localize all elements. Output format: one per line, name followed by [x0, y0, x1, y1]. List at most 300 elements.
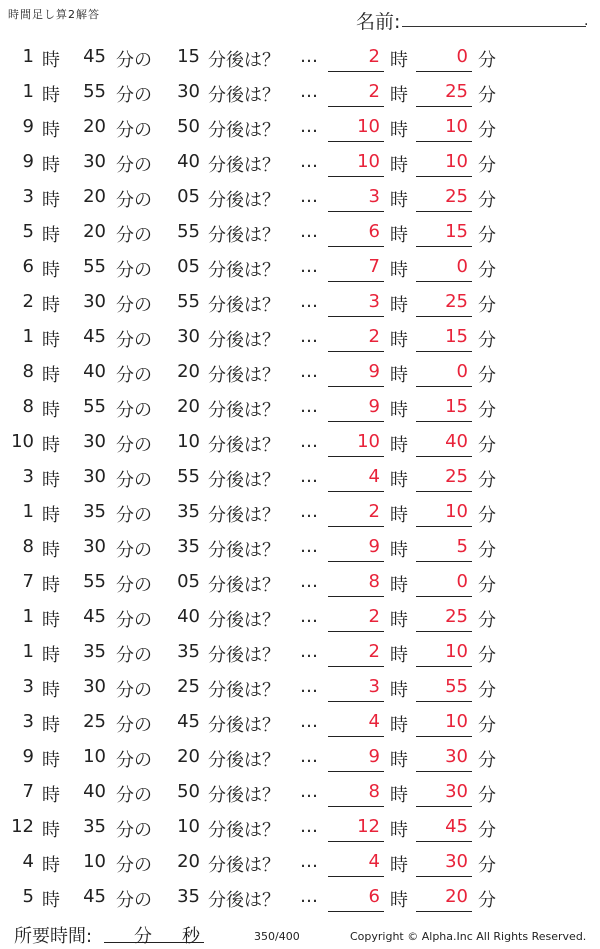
start-hour: 10 [11, 431, 34, 452]
answer-hour-line [328, 736, 384, 737]
answer-minute-unit: 分 [478, 120, 496, 141]
hour-unit: 時 [42, 120, 60, 141]
hour-unit: 時 [42, 470, 60, 491]
ellipsis: … [300, 886, 318, 907]
answer-hour-line [328, 106, 384, 107]
name-line-end: . [584, 13, 589, 29]
ellipsis: … [300, 676, 318, 697]
answer-hour-line [328, 911, 384, 912]
start-hour: 1 [22, 606, 34, 627]
answer-minute[interactable]: 15 [445, 221, 468, 242]
ellipsis: … [300, 291, 318, 312]
answer-minute[interactable]: 0 [456, 46, 468, 67]
minute-of-label: 分の [116, 50, 152, 71]
answer-minute[interactable]: 20 [445, 886, 468, 907]
added-minutes: 35 [177, 536, 200, 557]
question-label: 分後は？ [208, 505, 280, 526]
answer-minute-line [416, 666, 472, 667]
hour-unit: 時 [42, 785, 60, 806]
ellipsis: … [300, 466, 318, 487]
start-hour: 8 [22, 396, 34, 417]
question-label: 分後は？ [208, 610, 280, 631]
start-hour: 5 [22, 221, 34, 242]
hour-unit: 時 [42, 750, 60, 771]
minute-of-label: 分の [116, 400, 152, 421]
answer-hour-line [328, 246, 384, 247]
answer-minute[interactable]: 30 [445, 781, 468, 802]
ellipsis: … [300, 711, 318, 732]
answer-hour[interactable]: 10 [357, 151, 380, 172]
answer-hour-unit: 時 [390, 890, 408, 911]
answer-minute-line [416, 491, 472, 492]
hour-unit: 時 [42, 610, 60, 631]
answer-minute-unit: 分 [478, 85, 496, 106]
answer-hour-line [328, 876, 384, 877]
answer-hour-line [328, 386, 384, 387]
start-hour: 12 [11, 816, 34, 837]
question-label: 分後は？ [208, 820, 280, 841]
ellipsis: … [300, 186, 318, 207]
answer-hour[interactable]: 9 [368, 536, 380, 557]
answer-hour-line [328, 491, 384, 492]
start-minute: 55 [83, 396, 106, 417]
answer-minute-line [416, 351, 472, 352]
answer-minute-line [416, 456, 472, 457]
hour-unit: 時 [42, 435, 60, 456]
answer-hour[interactable]: 9 [368, 361, 380, 382]
problem-row [0, 844, 600, 879]
start-hour: 3 [22, 711, 34, 732]
hour-unit: 時 [42, 540, 60, 561]
start-minute: 30 [83, 151, 106, 172]
start-minute: 55 [83, 571, 106, 592]
ellipsis: … [300, 326, 318, 347]
answer-hour[interactable]: 2 [368, 501, 380, 522]
start-hour: 4 [22, 851, 34, 872]
answer-minute-unit: 分 [478, 785, 496, 806]
answer-minute[interactable]: 25 [445, 291, 468, 312]
answer-hour[interactable]: 4 [368, 466, 380, 487]
ellipsis: … [300, 536, 318, 557]
added-minutes: 20 [177, 851, 200, 872]
start-minute: 35 [83, 816, 106, 837]
added-minutes: 15 [177, 46, 200, 67]
start-hour: 6 [22, 256, 34, 277]
answer-hour-line [328, 141, 384, 142]
start-hour: 1 [22, 46, 34, 67]
answer-minute[interactable]: 0 [456, 256, 468, 277]
answer-minute-unit: 分 [478, 50, 496, 71]
problem-row [0, 284, 600, 319]
answer-minute[interactable]: 10 [445, 711, 468, 732]
answer-minute[interactable]: 30 [445, 851, 468, 872]
problem-row [0, 319, 600, 354]
problem-row [0, 109, 600, 144]
problem-row [0, 809, 600, 844]
start-minute: 55 [83, 256, 106, 277]
answer-minute-unit: 分 [478, 540, 496, 561]
hour-unit: 時 [42, 890, 60, 911]
answer-hour[interactable]: 8 [368, 571, 380, 592]
answer-hour[interactable]: 2 [368, 81, 380, 102]
added-minutes: 55 [177, 466, 200, 487]
start-minute: 30 [83, 291, 106, 312]
start-minute: 55 [83, 81, 106, 102]
problem-row [0, 529, 600, 564]
added-minutes: 20 [177, 396, 200, 417]
seconds-unit: 秒 [182, 926, 200, 947]
start-hour: 9 [22, 116, 34, 137]
start-minute: 25 [83, 711, 106, 732]
answer-hour-line [328, 351, 384, 352]
answer-minute-line [416, 141, 472, 142]
minute-of-label: 分の [116, 505, 152, 526]
ellipsis: … [300, 46, 318, 67]
question-label: 分後は？ [208, 890, 280, 911]
name-input-line[interactable] [402, 26, 586, 27]
start-minute: 10 [83, 851, 106, 872]
question-label: 分後は？ [208, 330, 280, 351]
start-hour: 3 [22, 186, 34, 207]
ellipsis: … [300, 431, 318, 452]
answer-minute-unit: 分 [478, 645, 496, 666]
answer-hour-unit: 時 [390, 365, 408, 386]
answer-hour-unit: 時 [390, 190, 408, 211]
answer-hour[interactable]: 4 [368, 851, 380, 872]
answer-hour-line [328, 281, 384, 282]
answer-hour-unit: 時 [390, 155, 408, 176]
answer-hour[interactable]: 2 [368, 606, 380, 627]
ellipsis: … [300, 746, 318, 767]
answer-hour-unit: 時 [390, 715, 408, 736]
answer-hour[interactable]: 9 [368, 396, 380, 417]
answer-hour-line [328, 806, 384, 807]
answer-minute-unit: 分 [478, 610, 496, 631]
added-minutes: 20 [177, 361, 200, 382]
answer-minute-unit: 分 [478, 820, 496, 841]
problem-row [0, 39, 600, 74]
hour-unit: 時 [42, 820, 60, 841]
problem-row [0, 389, 600, 424]
answer-hour[interactable]: 4 [368, 711, 380, 732]
answer-hour-line [328, 71, 384, 72]
ellipsis: … [300, 116, 318, 137]
problem-row [0, 774, 600, 809]
answer-hour-line [328, 631, 384, 632]
minute-of-label: 分の [116, 680, 152, 701]
answer-hour-line [328, 596, 384, 597]
answer-minute[interactable]: 5 [456, 536, 468, 557]
added-minutes: 50 [177, 781, 200, 802]
answer-hour-line [328, 771, 384, 772]
added-minutes: 40 [177, 151, 200, 172]
answer-hour-unit: 時 [390, 330, 408, 351]
answer-minute-unit: 分 [478, 155, 496, 176]
answer-minute-line [416, 211, 472, 212]
minute-of-label: 分の [116, 365, 152, 386]
minute-of-label: 分の [116, 190, 152, 211]
hour-unit: 時 [42, 260, 60, 281]
added-minutes: 35 [177, 641, 200, 662]
added-minutes: 35 [177, 501, 200, 522]
answer-hour-unit: 時 [390, 785, 408, 806]
hour-unit: 時 [42, 155, 60, 176]
answer-minute-unit: 分 [478, 750, 496, 771]
answer-hour-unit: 時 [390, 820, 408, 841]
answer-hour-unit: 時 [390, 225, 408, 246]
hour-unit: 時 [42, 85, 60, 106]
answer-hour-unit: 時 [390, 435, 408, 456]
added-minutes: 45 [177, 711, 200, 732]
hour-unit: 時 [42, 50, 60, 71]
answer-hour[interactable]: 2 [368, 46, 380, 67]
answer-hour-line [328, 316, 384, 317]
minute-of-label: 分の [116, 610, 152, 631]
start-hour: 1 [22, 326, 34, 347]
answer-minute[interactable]: 10 [445, 116, 468, 137]
start-minute: 40 [83, 361, 106, 382]
answer-hour-unit: 時 [390, 400, 408, 421]
minute-of-label: 分の [116, 855, 152, 876]
answer-hour[interactable]: 9 [368, 746, 380, 767]
start-hour: 7 [22, 781, 34, 802]
answer-hour-line [328, 526, 384, 527]
question-label: 分後は？ [208, 715, 280, 736]
answer-minute-unit: 分 [478, 330, 496, 351]
answer-minute[interactable]: 25 [445, 606, 468, 627]
start-minute: 20 [83, 116, 106, 137]
answer-hour-unit: 時 [390, 120, 408, 141]
hour-unit: 時 [42, 575, 60, 596]
start-hour: 8 [22, 536, 34, 557]
answer-minute[interactable]: 55 [445, 676, 468, 697]
minute-of-label: 分の [116, 575, 152, 596]
start-minute: 45 [83, 606, 106, 627]
answer-minute[interactable]: 10 [445, 641, 468, 662]
start-minute: 30 [83, 676, 106, 697]
answer-minute-unit: 分 [478, 890, 496, 911]
hour-unit: 時 [42, 505, 60, 526]
minute-of-label: 分の [116, 435, 152, 456]
start-minute: 35 [83, 501, 106, 522]
answer-minute-line [416, 281, 472, 282]
answer-minute[interactable]: 0 [456, 571, 468, 592]
hour-unit: 時 [42, 295, 60, 316]
answer-minute[interactable]: 10 [445, 501, 468, 522]
answer-hour-line [328, 666, 384, 667]
minute-of-label: 分の [116, 820, 152, 841]
copyright: Copyright © Alpha.Inc All Rights Reserved. [350, 930, 587, 943]
score: 350/400 [254, 930, 300, 943]
ellipsis: … [300, 396, 318, 417]
question-label: 分後は？ [208, 85, 280, 106]
minute-of-label: 分の [116, 890, 152, 911]
answer-minute-unit: 分 [478, 470, 496, 491]
added-minutes: 05 [177, 186, 200, 207]
answer-hour[interactable]: 7 [368, 256, 380, 277]
start-minute: 45 [83, 326, 106, 347]
answer-minute-line [416, 876, 472, 877]
answer-minute-unit: 分 [478, 400, 496, 421]
ellipsis: … [300, 641, 318, 662]
answer-hour[interactable]: 6 [368, 886, 380, 907]
problem-row [0, 669, 600, 704]
problem-row [0, 424, 600, 459]
answer-minute-unit: 分 [478, 225, 496, 246]
question-label: 分後は？ [208, 785, 280, 806]
answer-minute-line [416, 596, 472, 597]
worksheet-title: 時間足し算2解答 [8, 8, 100, 21]
answer-minute[interactable]: 40 [445, 431, 468, 452]
start-minute: 20 [83, 221, 106, 242]
added-minutes: 30 [177, 326, 200, 347]
answer-minute-unit: 分 [478, 260, 496, 281]
question-label: 分後は？ [208, 575, 280, 596]
added-minutes: 05 [177, 256, 200, 277]
answer-hour[interactable]: 6 [368, 221, 380, 242]
minute-of-label: 分の [116, 540, 152, 561]
question-label: 分後は？ [208, 400, 280, 421]
start-minute: 45 [83, 46, 106, 67]
ellipsis: … [300, 571, 318, 592]
answer-hour[interactable]: 2 [368, 641, 380, 662]
minute-of-label: 分の [116, 225, 152, 246]
minute-of-label: 分の [116, 470, 152, 491]
answer-hour-unit: 時 [390, 855, 408, 876]
problem-row [0, 739, 600, 774]
required-time-label: 所要時間: [14, 926, 93, 947]
answer-minute[interactable]: 30 [445, 746, 468, 767]
answer-minute-line [416, 246, 472, 247]
answer-minute[interactable]: 10 [445, 151, 468, 172]
question-label: 分後は？ [208, 365, 280, 386]
start-minute: 10 [83, 746, 106, 767]
answer-minute-line [416, 176, 472, 177]
answer-hour-unit: 時 [390, 575, 408, 596]
answer-hour-unit: 時 [390, 260, 408, 281]
answer-hour-line [328, 701, 384, 702]
answer-minute-unit: 分 [478, 190, 496, 211]
answer-hour[interactable]: 12 [357, 816, 380, 837]
start-minute: 45 [83, 886, 106, 907]
hour-unit: 時 [42, 715, 60, 736]
answer-minute[interactable]: 25 [445, 186, 468, 207]
added-minutes: 10 [177, 816, 200, 837]
answer-minute-unit: 分 [478, 855, 496, 876]
ellipsis: … [300, 256, 318, 277]
question-label: 分後は？ [208, 680, 280, 701]
problem-list [0, 39, 600, 914]
answer-minute-line [416, 71, 472, 72]
answer-minute[interactable]: 25 [445, 81, 468, 102]
name-label: 名前: [356, 11, 401, 33]
minute-of-label: 分の [116, 295, 152, 316]
start-minute: 30 [83, 536, 106, 557]
ellipsis: … [300, 606, 318, 627]
added-minutes: 05 [177, 571, 200, 592]
answer-minute-line [416, 771, 472, 772]
answer-minute-unit: 分 [478, 715, 496, 736]
minute-of-label: 分の [116, 260, 152, 281]
answer-minute-line [416, 421, 472, 422]
hour-unit: 時 [42, 680, 60, 701]
answer-hour[interactable]: 3 [368, 186, 380, 207]
hour-unit: 時 [42, 365, 60, 386]
problem-row [0, 144, 600, 179]
added-minutes: 10 [177, 431, 200, 452]
answer-minute[interactable]: 15 [445, 396, 468, 417]
ellipsis: … [300, 501, 318, 522]
start-hour: 8 [22, 361, 34, 382]
minute-of-label: 分の [116, 155, 152, 176]
answer-hour-unit: 時 [390, 610, 408, 631]
ellipsis: … [300, 221, 318, 242]
problem-row [0, 599, 600, 634]
answer-minute-unit: 分 [478, 435, 496, 456]
answer-minute[interactable]: 15 [445, 326, 468, 347]
answer-hour[interactable]: 8 [368, 781, 380, 802]
answer-minute-line [416, 106, 472, 107]
answer-minute-line [416, 526, 472, 527]
problem-row [0, 249, 600, 284]
answer-hour-unit: 時 [390, 645, 408, 666]
answer-minute-unit: 分 [478, 365, 496, 386]
minute-of-label: 分の [116, 330, 152, 351]
answer-hour-unit: 時 [390, 505, 408, 526]
minute-of-label: 分の [116, 120, 152, 141]
answer-minute-line [416, 701, 472, 702]
hour-unit: 時 [42, 645, 60, 666]
answer-minute-line [416, 316, 472, 317]
problem-row [0, 459, 600, 494]
answer-minute[interactable]: 45 [445, 816, 468, 837]
question-label: 分後は？ [208, 190, 280, 211]
start-hour: 1 [22, 81, 34, 102]
start-hour: 1 [22, 501, 34, 522]
answer-hour-line [328, 456, 384, 457]
answer-hour[interactable]: 10 [357, 431, 380, 452]
question-label: 分後は？ [208, 750, 280, 771]
start-hour: 3 [22, 676, 34, 697]
minute-of-label: 分の [116, 85, 152, 106]
answer-hour-unit: 時 [390, 540, 408, 561]
problem-row [0, 704, 600, 739]
added-minutes: 25 [177, 676, 200, 697]
question-label: 分後は？ [208, 120, 280, 141]
added-minutes: 50 [177, 116, 200, 137]
ellipsis: … [300, 851, 318, 872]
answer-hour[interactable]: 2 [368, 326, 380, 347]
added-minutes: 55 [177, 221, 200, 242]
hour-unit: 時 [42, 225, 60, 246]
problem-row [0, 564, 600, 599]
hour-unit: 時 [42, 190, 60, 211]
start-minute: 40 [83, 781, 106, 802]
answer-hour[interactable]: 10 [357, 116, 380, 137]
answer-minute-unit: 分 [478, 295, 496, 316]
start-hour: 2 [22, 291, 34, 312]
question-label: 分後は？ [208, 855, 280, 876]
answer-hour-unit: 時 [390, 50, 408, 71]
answer-minute[interactable]: 25 [445, 466, 468, 487]
answer-hour[interactable]: 3 [368, 676, 380, 697]
added-minutes: 30 [177, 81, 200, 102]
answer-hour[interactable]: 3 [368, 291, 380, 312]
answer-minute-unit: 分 [478, 575, 496, 596]
question-label: 分後は？ [208, 155, 280, 176]
added-minutes: 35 [177, 886, 200, 907]
answer-minute[interactable]: 0 [456, 361, 468, 382]
